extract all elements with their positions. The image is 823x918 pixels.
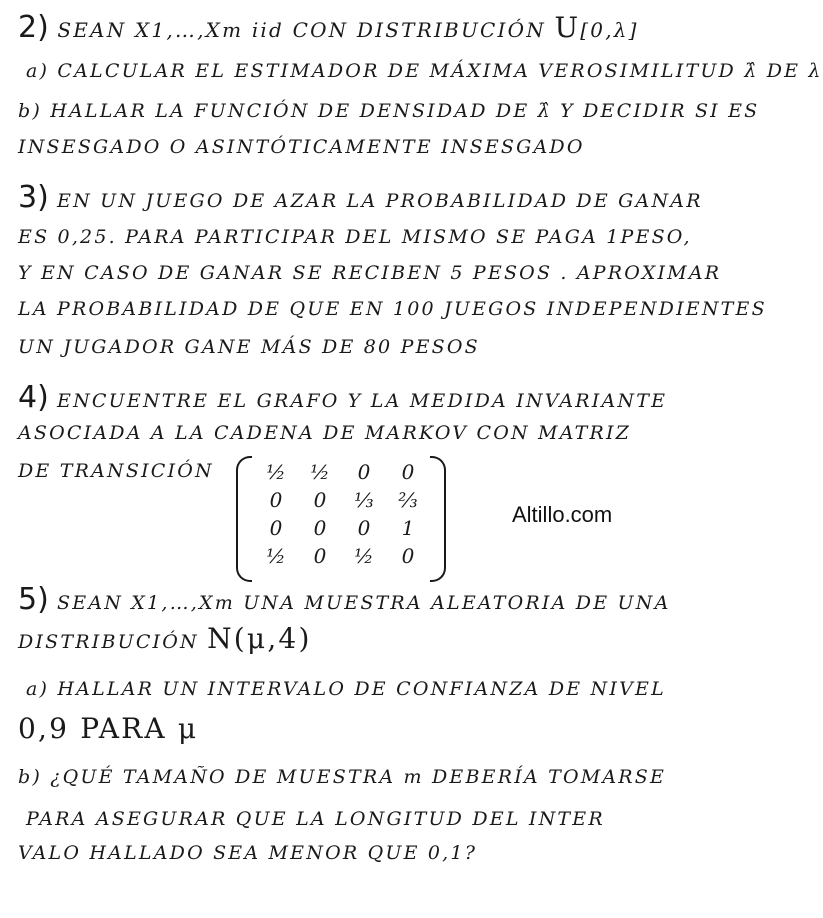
text-fragment: Xm UNA MUESTRA ALEATORIA DE UNA [199, 592, 671, 614]
matrix-cell: ½ [266, 460, 286, 484]
text-fragment: EN UN JUEGO DE AZAR LA PROBABILIDAD DE GANAR [48, 190, 703, 212]
matrix-row [254, 458, 430, 486]
matrix-cell: 0 [401, 544, 415, 568]
text-fragment: DISTRIBUCIÓN [18, 631, 208, 653]
text-fragment: Xm iid CON DISTRIBUCIÓN [205, 18, 555, 42]
matrix-cell: 0 [401, 460, 415, 484]
text-fragment: 1,…, [147, 592, 200, 614]
text-fragment: INSESGADO O ASINTÓTICAMENTE INSESGADO [18, 136, 585, 158]
matrix-cell: 0 [313, 544, 327, 568]
text-line-5 [18, 180, 703, 215]
text-fragment: 5) [18, 582, 49, 617]
text-fragment: Y EN CASO DE GANAR SE RECIBEN 5 PESOS . APROXIMAR [18, 262, 722, 284]
text-line-14 [18, 622, 312, 655]
matrix-cell: 0 [313, 488, 327, 512]
text-line-17 [18, 766, 666, 788]
text-fragment: [0,λ] [580, 18, 639, 42]
text-fragment: a) CALCULAR EL ESTIMADOR DE MÁXIMA VEROSIMILITUD λ̂ DE λ [26, 60, 823, 82]
matrix-cell: 0 [313, 516, 327, 540]
matrix-cell: ½ [310, 460, 330, 484]
text-line-2 [26, 60, 823, 82]
matrix-row [254, 486, 430, 514]
text-fragment: VALO HALLADO SEA MENOR QUE 0,1? [18, 842, 478, 864]
text-line-16 [18, 712, 198, 745]
text-line-19 [18, 842, 477, 864]
matrix-cell: ⅔ [398, 488, 418, 512]
matrix-cell: 1 [401, 516, 415, 540]
text-fragment: ASOCIADA A LA CADENA DE MARKOV CON MATRIZ [18, 422, 632, 444]
text-fragment: SEAN X [48, 592, 148, 614]
matrix-cell: 0 [269, 488, 283, 512]
text-line-7 [18, 262, 721, 284]
text-fragment: a) HALLAR UN INTERVALO DE CONFIANZA DE NIVEL [26, 678, 666, 700]
matrix-cell: ½ [354, 544, 374, 568]
matrix-cell: 0 [269, 516, 283, 540]
text-fragment: LA PROBABILIDAD DE QUE EN 100 JUEGOS INDEPENDIENTES [18, 298, 767, 320]
matrix-row [254, 542, 430, 570]
text-line-12 [18, 460, 214, 482]
text-line-10 [18, 380, 667, 415]
matrix-right-bracket [430, 456, 446, 582]
text-fragment: 2) [18, 10, 49, 45]
matrix-cell: ½ [266, 544, 286, 568]
matrix-table [254, 458, 430, 570]
text-fragment: DE TRANSICIÓN [18, 460, 214, 482]
matrix-left-bracket [236, 456, 252, 582]
text-line-9 [18, 336, 480, 358]
text-line-13 [18, 582, 671, 617]
matrix-cell: 0 [357, 460, 371, 484]
text-fragment: UN JUGADOR GANE MÁS DE 80 PESOS [18, 336, 480, 358]
text-line-3 [18, 100, 759, 122]
text-fragment: N(μ,4) [207, 622, 312, 655]
text-fragment: 3) [18, 180, 49, 215]
text-fragment: SEAN X [48, 18, 152, 42]
text-fragment: U [554, 11, 581, 44]
text-line-18 [26, 808, 605, 830]
matrix-cell: 0 [357, 516, 371, 540]
matrix-row [254, 514, 430, 542]
watermark: Altillo.com [512, 502, 613, 527]
text-line-4 [18, 136, 585, 158]
text-line-6 [18, 226, 692, 248]
text-fragment: ENCUENTRE EL GRAFO Y LA MEDIDA INVARIANTE [48, 390, 668, 412]
text-fragment: 4) [18, 380, 49, 415]
text-line-15 [26, 678, 666, 700]
text-line-11 [18, 422, 631, 444]
text-fragment: 1,…, [151, 18, 206, 42]
text-line-8 [18, 298, 767, 320]
matrix-cell: ⅓ [354, 488, 374, 512]
text-fragment: 0,9 PARA μ [18, 712, 199, 745]
transition-matrix [236, 452, 446, 582]
text-fragment: ES 0,25. PARA PARTICIPAR DEL MISMO SE PAGA 1PESO, [18, 226, 692, 248]
text-fragment: PARA ASEGURAR QUE LA LONGITUD DEL INTER [26, 808, 605, 830]
text-fragment: b) ¿QUÉ TAMAÑO DE MUESTRA m DEBERÍA TOMARSE [18, 766, 667, 788]
text-line-1 [18, 10, 639, 45]
text-fragment: b) HALLAR LA FUNCIÓN DE DENSIDAD DE λ̂ Y DECIDIR SI ES [18, 100, 760, 122]
